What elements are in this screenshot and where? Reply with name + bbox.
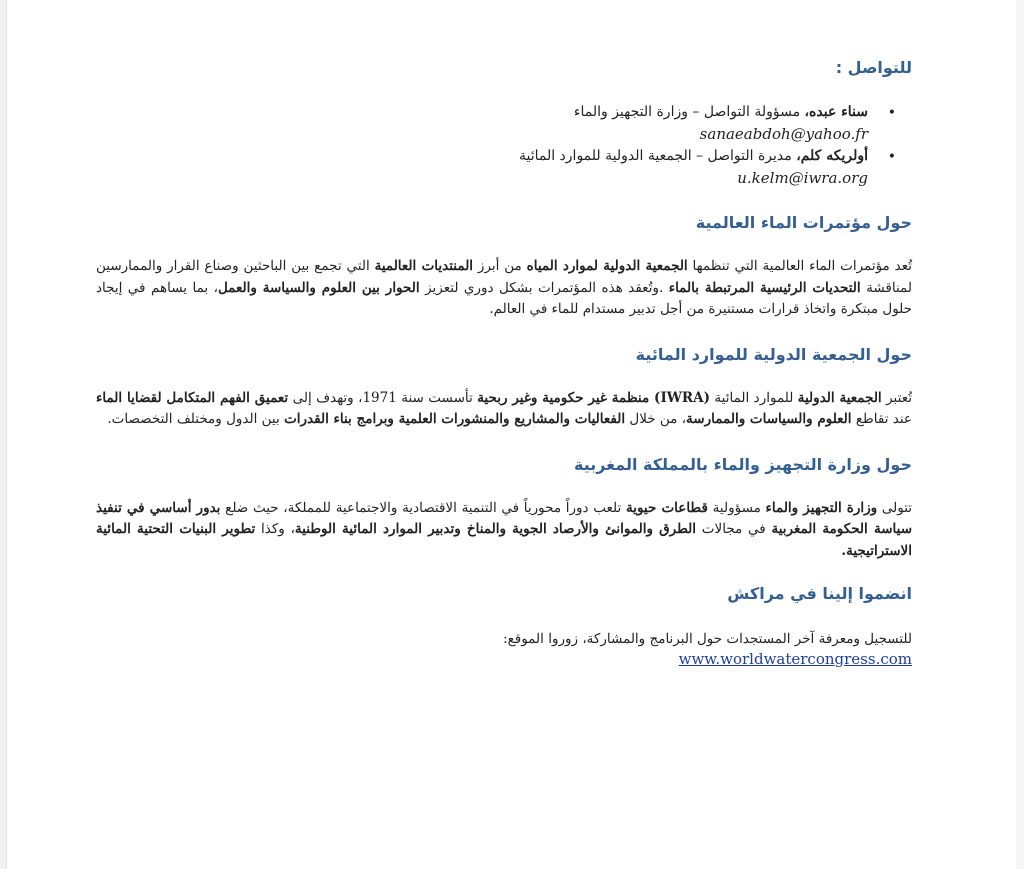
conferences-heading: حول مؤتمرات الماء العالمية: [695, 213, 912, 232]
contact-heading: للتواصل :: [835, 58, 912, 77]
page-right-edge: [1016, 0, 1024, 869]
page-left-edge: [0, 0, 7, 869]
join-heading: انضموا إلينا في مراكش: [727, 584, 912, 603]
registration-instruction: للتسجيل ومعرفة آخر المستجدات حول البرنامج والمشاركة، زوروا الموقع:: [503, 631, 912, 647]
contact-list: [96, 101, 912, 189]
contact-name: سناء عبده،: [804, 104, 868, 120]
contact-name: أولريكه كلم،: [796, 148, 868, 164]
contact-role: مسؤولة التواصل – وزارة التجهيز والماء: [573, 104, 801, 120]
ministry-heading: حول وزارة التجهيز والماء بالمملكة المغربية: [573, 454, 912, 474]
bullet-icon: •: [887, 105, 896, 121]
conferences-paragraph: تُعد مؤتمرات الماء العالمية التي تنظمها الجمعية الدولية لموارد المياه من أبرز المنتديات العالمية التي تجمع بين الباحثين وصناع القرار والممارسين لمناقشة التحديات الرئيسية المرتبطة بالماء .وتُعقد هذه المؤتمرات بشكل دوري لتعزيز الحوار بين العلوم والسياسة والعمل، بما يساهم في إيجاد حلول مبتكرة واتخاذ قرارات مستنيرة من أجل تدبير مستدام للماء في العالم.: [96, 258, 913, 317]
ministry-paragraph: تتولى وزارة التجهيز والماء مسؤولية قطاعات حيوية تلعب دوراً محورياً في التنمية الاقتصادية والاجتماعية للمملكة، حيث ضلع بدور أساسي في تنفيذ سياسة الحكومة المغربية في مجالات الطرق والموانئ والأرصاد الجوية والمناخ وتدبير الموارد المائية الوطنية، وكذا تطوير البنيات التحتية المائية الاستراتيجية.: [96, 499, 913, 559]
contact-item: [96, 101, 912, 145]
iwra-paragraph: تُعتبر الجمعية الدولية للموارد المائية (IWRA) منظمة غير حكومية وغير ربحية تأسست سنة 1971، وتهدف إلى تعميق الفهم المتكامل لقضايا الماء عند تقاطع العلوم والسياسات والممارسة، من خلال الفعاليات والمشاريع والمنشورات العلمية وبرامج بناء القدرات بين الدول ومختلف التخصصات.: [96, 389, 912, 427]
iwra-heading: حول الجمعية الدولية للموارد المائية: [635, 344, 912, 364]
website-link[interactable]: www.worldwatercongress.com: [678, 650, 912, 668]
registration-text: [96, 629, 912, 669]
contact-role: مديرة التواصل – الجمعية الدولية للموارد المائية: [518, 148, 792, 164]
contact-email[interactable]: sanaeabdoh@yahoo.fr: [699, 125, 868, 143]
contact-email[interactable]: u.kelm@iwra.org: [737, 169, 868, 187]
contact-item: [96, 145, 912, 189]
bullet-icon: •: [887, 149, 896, 165]
document-page: [96, 40, 912, 669]
